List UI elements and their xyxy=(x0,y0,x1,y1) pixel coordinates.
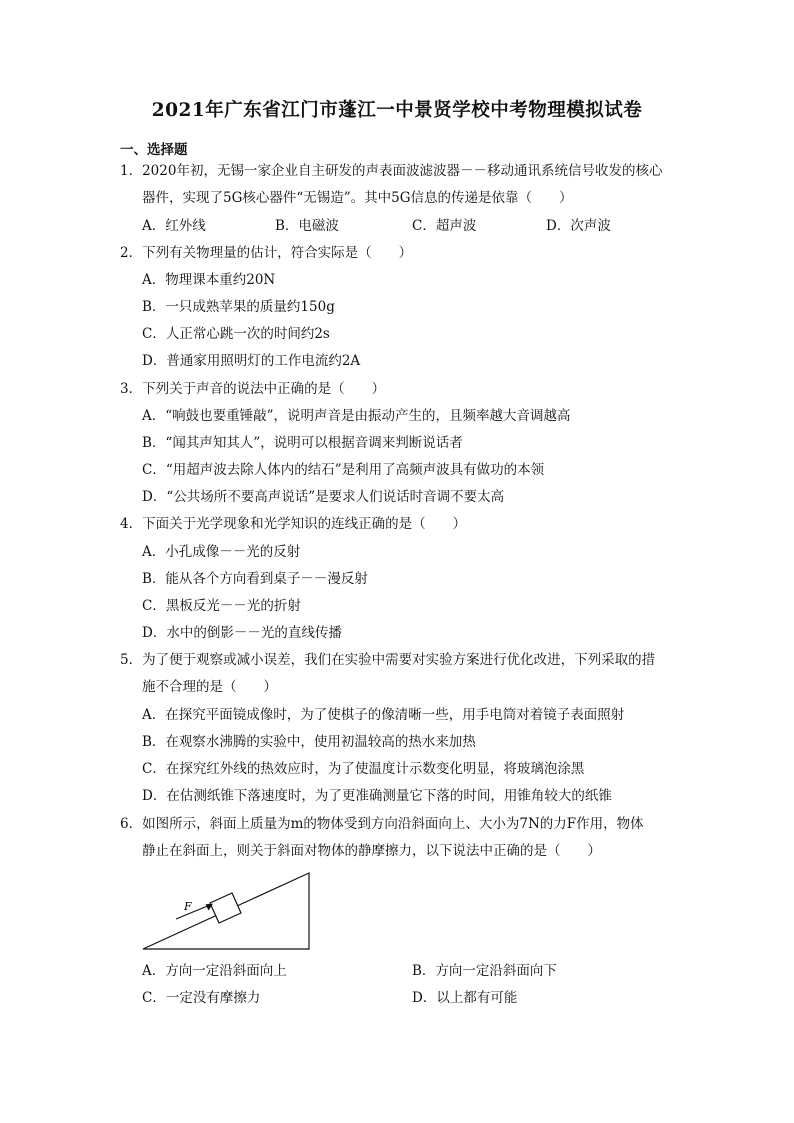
question-5-text-cont: 施不合理的是（ ） xyxy=(142,679,277,695)
q1-option-a: A．红外线 xyxy=(142,218,206,234)
section-heading: 一、选择题 xyxy=(120,142,188,158)
q6-option-b: B．方向一定沿斜面向下 xyxy=(412,963,557,979)
question-4-text: 4．下面关于光学现象和光学知识的连线正确的是（ ） xyxy=(120,516,467,532)
q3-option-d: D．“公共场所不要高声说话”是要求人们说话时音调不要太高 xyxy=(142,489,505,505)
q6-option-c: C．一定没有摩擦力 xyxy=(142,990,261,1006)
question-3-text: 3．下列关于声音的说法中正确的是（ ） xyxy=(120,381,386,397)
question-6-text: 6．如图所示，斜面上质量为m的物体受到方向沿斜面向上、大小为7N的力F作用，物体 xyxy=(120,816,644,832)
question-6-text-cont: 静止在斜面上，则关于斜面对物体的静摩擦力，以下说法中正确的是（ ） xyxy=(142,843,601,859)
question-1-text-cont: 器件，实现了5G核心器件“无锡造”。其中5G信息的传递是依靠（ ） xyxy=(142,190,573,206)
q2-option-d: D．普通家用照明灯的工作电流约2A xyxy=(142,353,361,369)
q4-option-c: C．黑板反光－－光的折射 xyxy=(142,598,301,614)
q3-option-b: B．“闻其声知其人”，说明可以根据音调来判断说话者 xyxy=(142,435,463,451)
q3-option-a: A．“响鼓也要重锤敲”，说明声音是由振动产生的，且频率越大音调越高 xyxy=(142,408,571,424)
force-label: F xyxy=(184,900,192,913)
q2-option-b: B．一只成熟苹果的质量约150g xyxy=(142,299,335,315)
q5-option-d: D．在估测纸锥下落速度时，为了更准确测量它下落的时间，用锥角较大的纸锥 xyxy=(142,788,612,804)
q4-option-a: A．小孔成像－－光的反射 xyxy=(142,544,301,560)
force-arrow-line xyxy=(176,905,210,919)
q1-option-c: C．超声波 xyxy=(412,218,477,234)
q2-option-c: C．人正常心跳一次的时间约2s xyxy=(142,326,330,342)
incline-diagram xyxy=(140,870,320,952)
question-2-text: 2．下列有关物理量的估计，符合实际是（ ） xyxy=(120,245,413,261)
q5-option-b: B．在观察水沸腾的实验中，使用初温较高的热水来加热 xyxy=(142,734,476,750)
question-5-text: 5．为了便于观察或减小误差，我们在实验中需要对实验方案进行优化改进，下列采取的措 xyxy=(120,652,656,668)
page-title: 2021年广东省江门市蓬江一中景贤学校中考物理模拟试卷 xyxy=(151,100,643,121)
question-1-text: 1．2020年初，无锡一家企业自主研发的声表面波滤波器－－移动通讯系统信号收发的核心 xyxy=(120,163,663,179)
q1-option-b: B．电磁波 xyxy=(275,218,339,234)
q4-option-d: D．水中的倒影－－光的直线传播 xyxy=(142,625,342,641)
q5-option-a: A．在探究平面镜成像时，为了使棋子的像清晰一些，用手电筒对着镜子表面照射 xyxy=(142,707,625,723)
q5-option-c: C．在探究红外线的热效应时，为了使温度计示数变化明显，将玻璃泡涂黑 xyxy=(142,761,585,777)
q4-option-b: B．能从各个方向看到桌子－－漫反射 xyxy=(142,571,368,587)
block xyxy=(210,893,241,923)
q2-option-a: A．物理课本重约20N xyxy=(142,272,276,288)
q1-option-d: D．次声波 xyxy=(546,218,611,234)
q6-option-d: D．以上都有可能 xyxy=(412,990,518,1006)
q3-option-c: C．“用超声波去除人体内的结石”是利用了高频声波具有做功的本领 xyxy=(142,462,545,478)
q6-option-a: A．方向一定沿斜面向上 xyxy=(142,963,287,979)
